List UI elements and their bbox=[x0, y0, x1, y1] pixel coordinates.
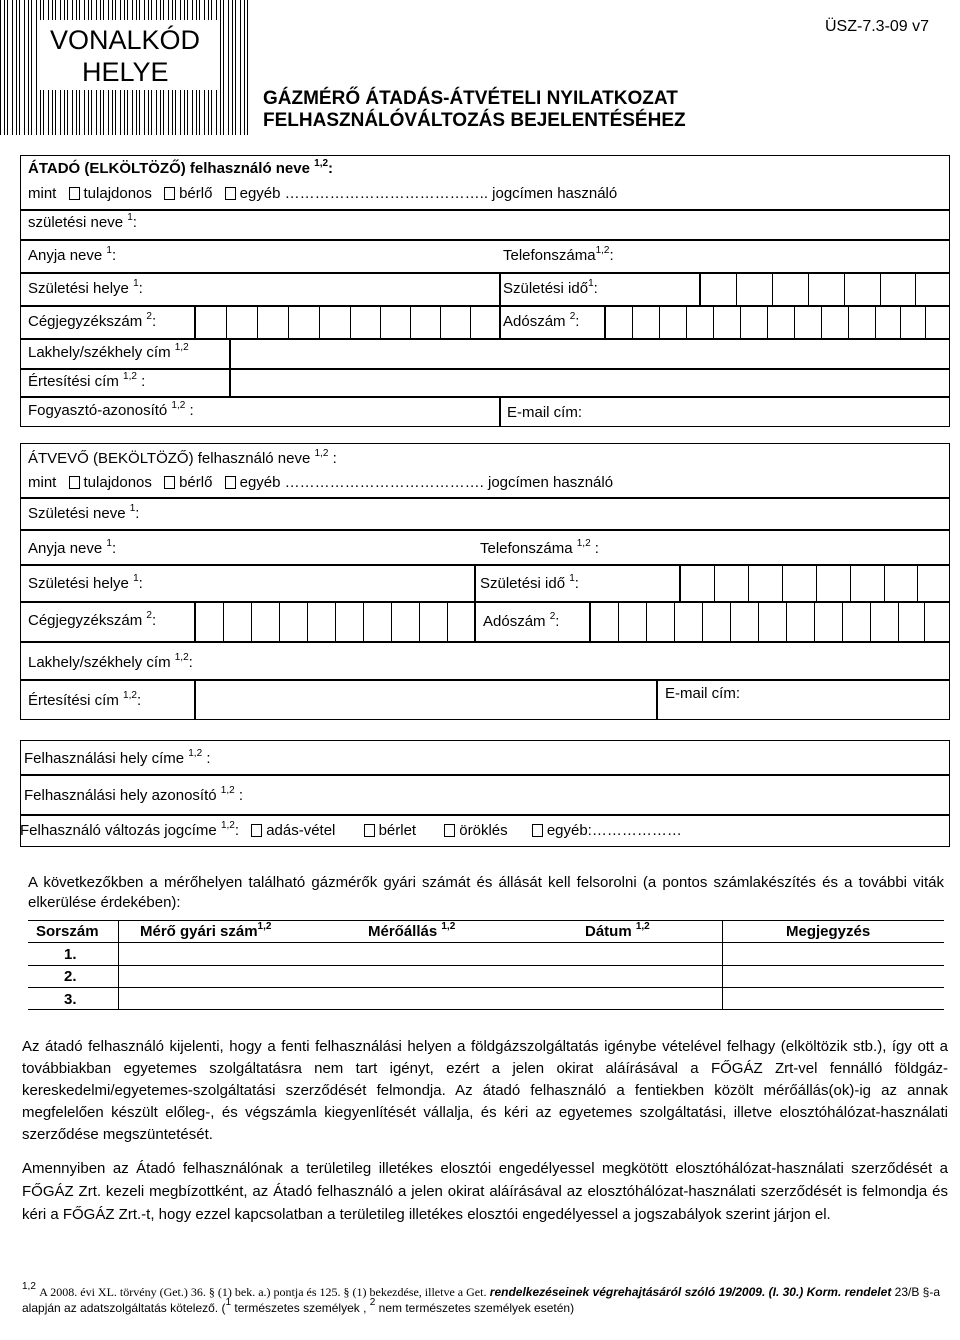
hely-cime-label: Felhasználási hely címe $^{1,2}$ : bbox=[24, 748, 211, 767]
atado-email-label: E-mail cím: bbox=[507, 404, 582, 421]
atado-ertesitesi-input[interactable] bbox=[230, 369, 950, 397]
atvevo-szuletesi-neve-label: Születési neve $^1$: bbox=[28, 503, 140, 522]
column-header-sorszam: Sorszám bbox=[36, 923, 99, 940]
atado-adoszam-cells[interactable] bbox=[605, 306, 950, 339]
atvevo-anyja-label: Anyja neve $^1$: bbox=[28, 538, 117, 557]
column-header-gyari-szam: Mérő gyári szám$^{1,2}$ bbox=[140, 921, 272, 940]
atvevo-szuletesi-helye-label: Születési helye $^1$: bbox=[28, 573, 143, 592]
atvevo-lakhely-label: Lakhely/székhely cím $^{1,2}$: bbox=[28, 652, 193, 671]
atvevo-szuletesi-ido-label: Születési idő $^1$: bbox=[480, 573, 579, 592]
egyeb-checkbox[interactable] bbox=[532, 824, 543, 837]
atvevo-cegjegyzek-cells[interactable] bbox=[195, 602, 475, 642]
atado-anyja-label: Anyja neve $^1$: bbox=[28, 245, 117, 264]
atvevo-adoszam-cells[interactable] bbox=[590, 602, 950, 642]
atvevo-adoszam-label: Adószám $^2$: bbox=[483, 611, 560, 630]
atado-heading: ÁTADÓ (ELKÖLTÖZŐ) felhasználó neve $^{1,2}$: bbox=[28, 158, 334, 177]
atado-jogcim-line: mint tulajdonos bérlő egyéb ………………………………….. jogcímen használó bbox=[28, 185, 618, 202]
atado-szuletesi-neve-label: születési neve $^1$: bbox=[28, 212, 137, 231]
atado-cegjegyzek-label: Cégjegyzékszám $^2$: bbox=[28, 311, 157, 330]
atado-szuletesi-helye-label: Születési helye $^1$: bbox=[28, 278, 143, 297]
orokles-checkbox[interactable] bbox=[444, 824, 455, 837]
table-row: 1. bbox=[64, 946, 77, 963]
atado-lakhely-label: Lakhely/székhely cím $^{1,2}$ bbox=[28, 342, 189, 361]
page-title: GÁZMÉRŐ ÁTADÁS-ÁTVÉTELI NYILATKOZAT FELHASZNÁLÓVÁLTOZÁS BEJELENTÉSÉHEZ bbox=[263, 88, 686, 131]
table-row: 2. bbox=[64, 968, 77, 985]
atado-lakhely-input[interactable] bbox=[230, 339, 950, 369]
atvevo-ertesitesi-label: Értesítési cím $^{1,2}$: bbox=[28, 690, 142, 709]
atado-szuletesi-ido-cells[interactable] bbox=[700, 273, 950, 306]
atvevo-cegjegyzek-label: Cégjegyzékszám $^2$: bbox=[28, 610, 157, 629]
egyeb-checkbox[interactable] bbox=[225, 187, 236, 200]
meters-intro: A következőkben a mérőhelyen található gázmérők gyári számát és állását kell felsorolni (a pontos számlakészítés és a további viták elkerülése érdekében): bbox=[28, 874, 944, 911]
egyeb-checkbox[interactable] bbox=[225, 476, 236, 489]
tulajdonos-checkbox[interactable] bbox=[69, 187, 80, 200]
table-row: 3. bbox=[64, 991, 77, 1008]
atvevo-szuletesi-neve-box[interactable] bbox=[20, 498, 950, 530]
atado-ertesitesi-label: Értesítési cím $^{1,2}$ : bbox=[28, 371, 146, 390]
column-header-meroallas: Mérőállás $^{1,2}$ bbox=[368, 921, 456, 940]
adas-vetel-checkbox[interactable] bbox=[251, 824, 262, 837]
hely-jogcim-line: Felhasználó változás jogcíme $^{1,2}$: adás-vétel bérlet öröklés egyéb:……………… bbox=[20, 820, 682, 839]
atvevo-jogcim-line: mint tulajdonos bérlő egyéb …………………………………. jogcímen használó bbox=[28, 474, 614, 491]
atvevo-ertesitesi-input[interactable] bbox=[195, 680, 657, 720]
atado-fogyaszto-label: Fogyasztó-azonosító $^{1,2}$ : bbox=[28, 400, 194, 419]
hely-azonosito-label: Felhasználási hely azonosító $^{1,2}$ : bbox=[24, 785, 244, 804]
column-header-datum: Dátum $^{1,2}$ bbox=[585, 921, 650, 940]
atvevo-szuletesi-ido-cells[interactable] bbox=[680, 565, 950, 602]
tulajdonos-checkbox[interactable] bbox=[69, 476, 80, 489]
atado-szuletesi-ido-label: Születési idő$^1$: bbox=[503, 278, 598, 297]
atado-szuletesi-neve-box[interactable] bbox=[20, 210, 950, 240]
atvevo-telefon-label: Telefonszáma $^{1,2}$ : bbox=[480, 538, 599, 557]
column-header-megjegyzes: Megjegyzés bbox=[786, 923, 871, 940]
atvevo-heading: ÁTVEVŐ (BEKÖLTÖZŐ) felhasználó neve $^{1,2}$ : bbox=[28, 448, 337, 467]
atado-telefon-label: Telefonszáma$^{1,2}$: bbox=[503, 245, 614, 264]
atado-adoszam-label: Adószám $^2$: bbox=[503, 311, 580, 330]
atado-cegjegyzek-cells[interactable] bbox=[195, 306, 500, 339]
berlet-checkbox[interactable] bbox=[364, 824, 375, 837]
footnote: $^{1,2}$ A 2008. évi XL. törvény (Get.) 36. § (1) bek. a.) pontja és 125. § (1) bekezdése, illetve a Get. rendelkezéseinek végrehajtásáról szóló 19/2009. (I. 30.) Korm. rendelet 23/B §-a alapján az adatszolgáltatás kötelező. ($^1$ természetes személyek , $^2$ nem természetes személyek esetén) bbox=[22, 1281, 941, 1315]
berlo-checkbox[interactable] bbox=[164, 187, 175, 200]
declaration-paragraph-1: Az átadó felhasználó kijelenti, hogy a fenti felhasználási helyen a földgázszolgáltatás igénybe vételével felhagy (elköltözik stb.), így ott a továbbiakban egyetemes szolgáltatásra nem tart igényt, ezért a jelen okirat aláírásával a FŐGÁZ Zrt-vel fennálló földgáz-kereskedelmi/egyetemes-szolgáltatási szerződését felmondja. Az átadó felhasználó a fentiekben közölt mérőállás(ok)-ig az annak megfelelően készült előleg-, és végszámla kiegyenlítését vállalja, és kéri az egyetemes szolgáltatási, illetve elosztóhálózat-használati szerződése megszüntetését. bbox=[22, 1038, 948, 1143]
barcode-label: VONALKÓD HELYE bbox=[50, 25, 201, 87]
meters-table bbox=[28, 920, 944, 1010]
berlo-checkbox[interactable] bbox=[164, 476, 175, 489]
declaration-paragraph-2: Amennyiben az Átadó felhasználónak a területileg illetékes elosztói engedélyessel megkötött elosztóhálózat-használati szerződését a FŐGÁZ Zrt. kezeli megbízottként, az Átadó felhasználó a jelen okirat aláírásával az elosztóhálózat-használati szerződését is felmondja és kéri a FŐGÁZ Zrt.-t, hogy ezzel kapcsolatban a területileg illetékes elosztói engedélyessel a jogszabályok szerint járjon el. bbox=[22, 1160, 948, 1223]
document-code: ÜSZ-7.3-09 v7 bbox=[825, 18, 930, 35]
atvevo-email-label: E-mail cím: bbox=[665, 685, 740, 702]
atado-anyja-box[interactable] bbox=[20, 240, 950, 273]
